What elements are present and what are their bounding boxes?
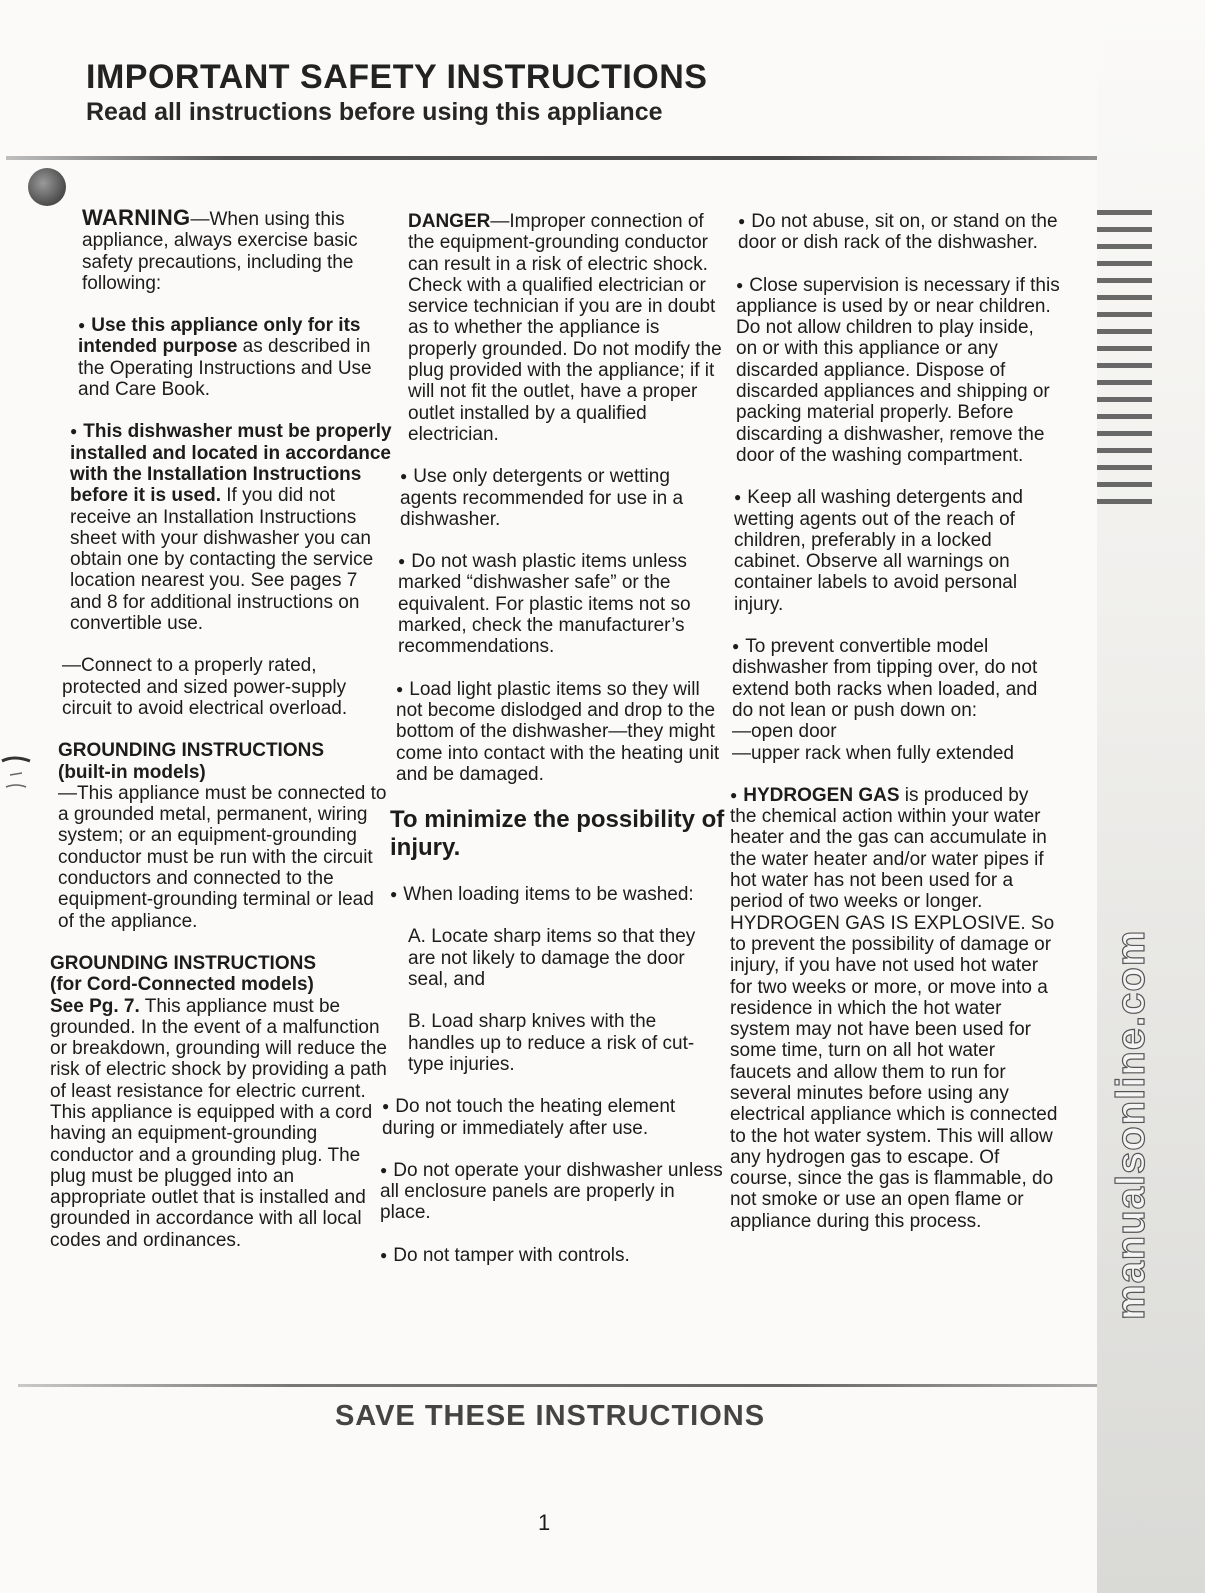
column-left bbox=[50, 205, 393, 1251]
save-instructions-footer: SAVE THESE INSTRUCTIONS bbox=[334, 1400, 766, 1432]
knives-item: B. Load sharp knives with the handles up to reduce a risk of cut-type injuries. bbox=[408, 1011, 695, 1075]
warning-text: —When using this appliance, always exercise basic safety precautions, including the following: bbox=[82, 209, 358, 294]
panels-text: Do not operate your dishwasher unless all enclosure panels are properly in place. bbox=[380, 1159, 723, 1224]
grounding-builtin-text: —This appliance must be connected to a grounded metal, permanent, wiring system; or an equipment-grounding conductor must be run with the circuit conductors and connected to the equipment-grounding terminal or lead of the appliance. bbox=[58, 782, 387, 932]
bullet-icon: ● bbox=[78, 318, 86, 333]
bullet-icon: ● bbox=[730, 787, 738, 802]
purpose-text: as described in the Operating Instructions and Use and Care Book. bbox=[78, 336, 372, 401]
bullet-icon: ● bbox=[400, 469, 408, 484]
heating-text: Do not touch the heating element during or immediately after use. bbox=[382, 1096, 676, 1139]
purpose-bold: Use this appliance only for its intended purpose bbox=[78, 315, 361, 358]
install-item bbox=[70, 421, 393, 634]
connect-item: —Connect to a properly rated, protected and sized power-supply circuit to avoid electrical overload. bbox=[62, 655, 348, 719]
warning-label: WARNING bbox=[82, 205, 191, 230]
danger-paragraph bbox=[408, 211, 726, 445]
install-bold: This dishwasher must be properly installed and located in accordance with the Installation Instructions before it is used. bbox=[70, 421, 392, 507]
grounding-builtin-heading: GROUNDING INSTRUCTIONS bbox=[58, 740, 324, 762]
hydrogen-item bbox=[730, 785, 1060, 1232]
abuse-item bbox=[738, 211, 1060, 254]
warning-dot-icon bbox=[28, 168, 66, 206]
scanned-edge-strip bbox=[1097, 0, 1205, 1593]
bullet-icon: ● bbox=[398, 554, 406, 569]
grounding-cord-text: This appliance must be grounded. In the event of a malfunction or breakdown, grounding will reduce the risk of electric shock by providing a path of least resistance for electric current. This appliance is equipped with a cord having an equipment-grounding conductor and a grounding plug. The plug must be plugged into an appropriate outlet that is installed and grounded in accordance with all local codes and ordinances. bbox=[50, 995, 387, 1251]
bottom-divider bbox=[18, 1384, 1110, 1387]
bullet-icon: ● bbox=[382, 1099, 390, 1114]
detergents-text: Use only detergents or wetting agents recommended for use in a dishwasher. bbox=[400, 466, 684, 530]
heating-item bbox=[382, 1096, 726, 1139]
page-title: IMPORTANT SAFETY INSTRUCTIONS bbox=[86, 58, 708, 96]
danger-text: —Improper connection of the equipment-grounding conductor can result in a risk of electric shock. Check with a qualified electrician or service technician if you are in doubt as to whether the appliance is properly grounded. Do not modify the plug provided with the appliance; if it will not fit the outlet, have a proper outlet installed by a qualified electrician. bbox=[408, 211, 722, 445]
grounding-cord-paragraph bbox=[50, 996, 393, 1252]
controls-text: Do not tamper with controls. bbox=[393, 1244, 630, 1266]
keep-away-text: Keep all washing detergents and wetting agents out of the reach of children, preferably in a locked cabinet. Observe all warnings on container labels to avoid personal injury. bbox=[734, 487, 1023, 615]
bullet-icon: ● bbox=[380, 1247, 388, 1262]
plastic-item bbox=[398, 551, 726, 657]
controls-item bbox=[380, 1245, 726, 1266]
detergents-item bbox=[400, 466, 726, 530]
supervision-item bbox=[736, 275, 1060, 467]
page-subtitle: Read all instructions before using this appliance bbox=[86, 98, 663, 126]
panels-item bbox=[380, 1160, 726, 1224]
top-divider bbox=[6, 156, 1115, 160]
tipping-upper-rack: —upper rack when fully extended bbox=[732, 742, 1014, 764]
grounding-cord-section bbox=[50, 953, 393, 1251]
loading-item bbox=[390, 884, 726, 905]
warning-paragraph bbox=[82, 207, 393, 294]
grounding-builtin-subheading: (built-in models) bbox=[58, 761, 206, 783]
bullet-icon: ● bbox=[390, 887, 398, 902]
install-text: If you did not receive an Installation Instructions sheet with your dishwasher you can obtain one by contacting the service location nearest you. See pages 7 and 8 for additional instructions on convertible use. bbox=[70, 485, 374, 635]
column-middle bbox=[380, 211, 726, 1287]
loading-text: When loading items to be washed: bbox=[403, 884, 694, 906]
bullet-icon: ● bbox=[732, 639, 740, 654]
tipping-text: To prevent convertible model dishwasher from tipping over, do not extend both racks when loaded, and do not lean or push down on: bbox=[732, 636, 1038, 721]
minimize-injury-heading: To minimize the possibility of injury. bbox=[390, 806, 725, 862]
edge-tick-marks bbox=[1097, 210, 1152, 510]
bullet-icon: ● bbox=[734, 490, 742, 505]
supervision-text: Close supervision is necessary if this appliance is used by or near children. Do not allow children to play inside, on or with this appliance or any discarded appliance. Dispose of discarded appliances and shipping or packing material properly. Before discarding a dishwasher, remove the door of the washing compartment. bbox=[736, 274, 1060, 466]
grounding-builtin-section bbox=[58, 740, 393, 932]
tipping-item bbox=[732, 636, 1060, 764]
bullet-icon: ● bbox=[738, 214, 746, 228]
keep-away-item bbox=[734, 487, 1060, 615]
plastic-text: Do not wash plastic items unless marked “dishwasher safe” or the equivalent. For plastic items not so marked, check the manufacturer’s recommendations. bbox=[398, 551, 691, 658]
hydrogen-text: is produced by the chemical action within your water heater and the gas can accumulate in the water heater and/or water pipes if hot water has not been used for a period of two weeks or longer. HYDROGEN GAS IS EXPLOSIVE. So to prevent the possibility of damage or injury, if you have not used hot water for two weeks or more, or move into a residence in which the hot water system may not have been used for some time, turn on all hot water faucets and allow them to run for several minutes before using any electrical appliance which is connected to the hot water system. This will allow any hydrogen gas to escape. Of course, since the gas is flammable, do not smoke or use an open flame or appliance during this process. bbox=[730, 784, 1058, 1232]
bullet-icon: ● bbox=[736, 277, 744, 292]
grounding-cord-see: See Pg. 7. bbox=[50, 995, 140, 1017]
danger-label: DANGER bbox=[408, 211, 491, 232]
tipping-open-door: —open door bbox=[732, 721, 837, 743]
grounding-cord-subheading: (for Cord-Connected models) bbox=[50, 974, 314, 996]
column-right bbox=[730, 211, 1060, 1253]
abuse-text: Do not abuse, sit on, or stand on the door or dish rack of the dishwasher. bbox=[738, 211, 1058, 254]
grounding-cord-heading: GROUNDING INSTRUCTIONS bbox=[50, 952, 316, 974]
light-plastic-item bbox=[396, 679, 726, 785]
page-number: 1 bbox=[538, 1510, 551, 1535]
watermark-logo: manualsonline.com bbox=[1109, 929, 1153, 1320]
light-plastic-text: Load light plastic items so they will not become dislodged and drop to the bottom of the dishwasher—they might come into contact with the heating unit and be damaged. bbox=[396, 678, 720, 785]
sharp-items-item: A. Locate sharp items so that they are not likely to damage the door seal, and bbox=[408, 926, 696, 991]
bullet-icon: ● bbox=[380, 1162, 388, 1177]
bullet-icon: ● bbox=[70, 424, 78, 439]
hydrogen-label: HYDROGEN GAS bbox=[743, 784, 900, 806]
purpose-item bbox=[78, 315, 393, 400]
bullet-icon: ● bbox=[396, 681, 404, 696]
grounding-marker-icon bbox=[0, 753, 38, 789]
